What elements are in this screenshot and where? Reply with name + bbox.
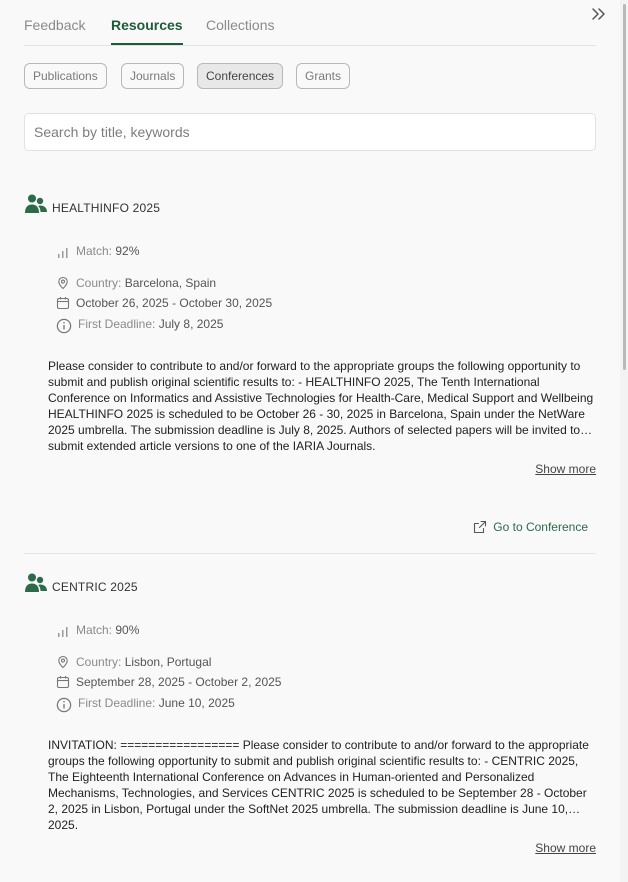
scrollbar-thumb[interactable] — [623, 4, 626, 370]
deadline-value: June 10, 2025 — [158, 696, 235, 710]
search-input[interactable] — [25, 114, 595, 150]
card-divider — [24, 553, 596, 554]
calendar-icon — [56, 675, 70, 689]
show-more-link[interactable]: Show more — [535, 841, 596, 855]
go-to-conference-label: Go to Conference — [493, 520, 588, 534]
filter-grants[interactable]: Grants — [296, 63, 350, 89]
deadline-label: First Deadline: — [78, 696, 156, 710]
double-chevron-right-icon — [590, 5, 608, 23]
match-value: 92% — [115, 244, 140, 258]
match-label: Match: — [76, 623, 113, 637]
country-value: Lisbon, Portugal — [124, 655, 212, 669]
conference-title: CENTRIC 2025 — [52, 580, 138, 594]
conference-dates: October 26, 2025 - October 30, 2025 — [76, 296, 273, 310]
match-value: 90% — [115, 623, 140, 637]
filter-publications[interactable]: Publications — [24, 63, 107, 89]
external-link-icon — [473, 520, 487, 534]
search-box — [24, 113, 596, 151]
location-pin-icon — [56, 655, 70, 669]
show-more-link[interactable]: Show more — [535, 462, 596, 476]
tab-bar — [24, 0, 596, 46]
collapse-panel-button[interactable] — [590, 5, 608, 23]
conference-description: INVITATION: ================= Please consider to contribute to and/or forward to the appropriate groups the following opportunity to submit and publish original scientific results to: - CENTRIC 2025, The Eighteenth International Conference on Advances in Human-oriented and Personalized Mechanisms, Technologies, and Services CENTRIC 2025 is scheduled to be September 28 - October 2, 2025 in Lisbon, Portugal under the SoftNet 2025 umbrella. The submission deadline is June 10, 2025. — [48, 738, 589, 832]
conference-title: HEALTHINFO 2025 — [52, 201, 161, 215]
country-label: Country: — [76, 276, 122, 290]
calendar-icon — [56, 296, 70, 310]
scrollbar[interactable] — [620, 0, 628, 882]
people-icon — [24, 192, 48, 216]
country-value: Barcelona, Spain — [124, 276, 217, 290]
match-label: Match: — [76, 244, 113, 258]
filter-conferences[interactable]: Conferences — [197, 63, 283, 89]
info-icon — [56, 318, 72, 334]
deadline-label: First Deadline: — [78, 317, 156, 331]
go-to-conference-link[interactable] — [493, 520, 588, 534]
location-pin-icon — [56, 276, 70, 290]
active-tab-indicator — [111, 43, 183, 45]
signal-bars-icon — [56, 245, 70, 259]
filter-journals[interactable]: Journals — [121, 63, 184, 89]
tab-resources[interactable]: Resources — [111, 17, 183, 33]
tab-feedback[interactable]: Feedback — [24, 17, 86, 33]
tab-collections[interactable]: Collections — [206, 17, 275, 33]
country-label: Country: — [76, 655, 122, 669]
people-icon — [24, 571, 48, 595]
signal-bars-icon — [56, 624, 70, 638]
deadline-value: July 8, 2025 — [158, 317, 224, 331]
conference-description: Please consider to contribute to and/or forward to the appropriate groups the following opportunity to submit and publish original scientific results to: - HEALTHINFO 2025, The Tenth International Conference on Informatics and Assistive Technologies for Health-Care, Medical Support and Wellbeing HEALTHINFO 2025 is scheduled to be October 26 - 30, 2025 in Barcelona, Spain under the NetWare 2025 umbrella. The submission deadline is July 8, 2025. Authors of selected papers will be invited to submit extended article versions to one of the IARIA Journals. — [48, 359, 594, 453]
info-icon — [56, 697, 72, 713]
conference-dates: September 28, 2025 - October 2, 2025 — [76, 675, 282, 689]
